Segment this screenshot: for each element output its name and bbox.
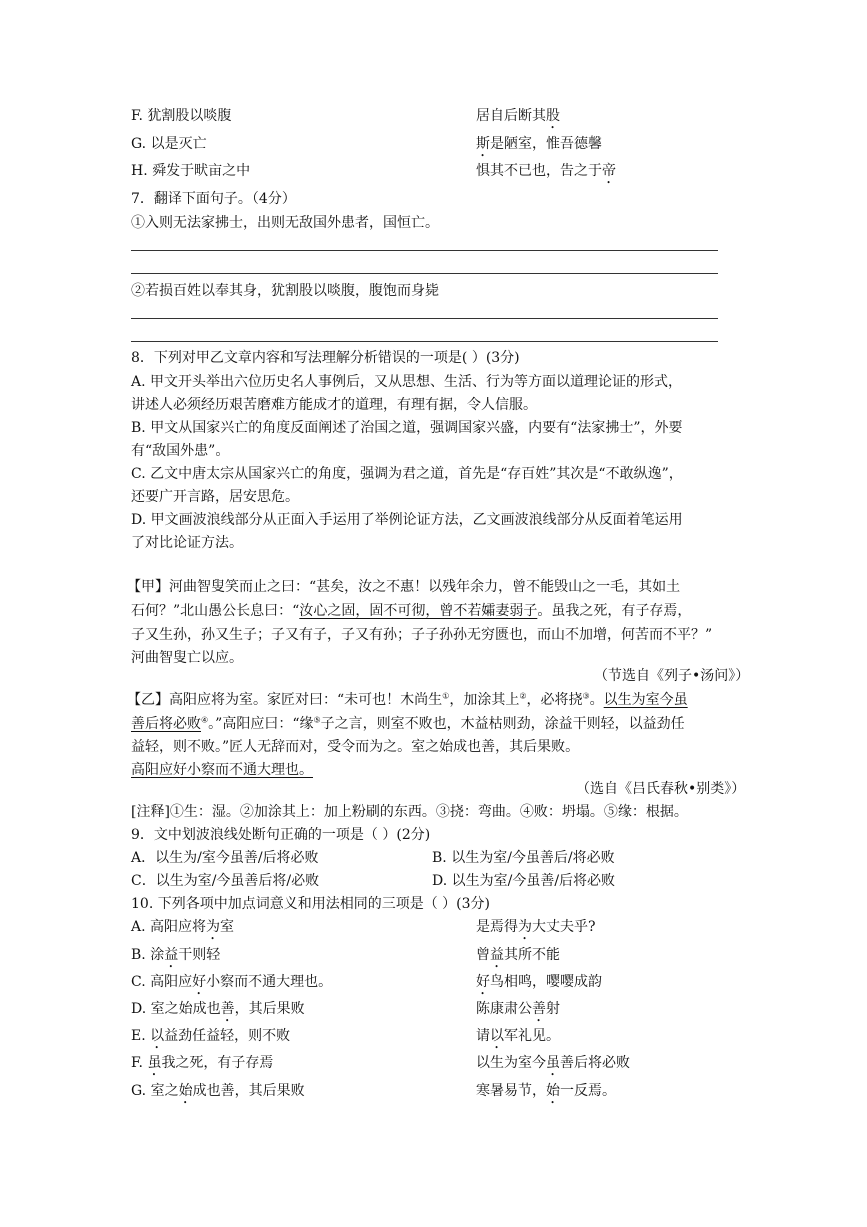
q8-line: 了对比论证方法。 bbox=[131, 535, 243, 551]
q6-row-f-right: 居自后断其股 bbox=[476, 108, 560, 124]
answer-line[interactable] bbox=[131, 273, 718, 274]
q8-line: 有“敌国外患”。 bbox=[131, 443, 230, 459]
q10-option-a-left[interactable]: A. 高阳应将为室 bbox=[131, 919, 235, 935]
answer-line[interactable] bbox=[131, 250, 718, 251]
q9-option-b[interactable]: B. 以生为室/今虽善后/将必败 bbox=[432, 850, 615, 866]
yi-line-3: 益轻，则不败。”匠人无辞而对，受令而为之。室之始成也善，其后果败。 bbox=[131, 739, 580, 755]
q8-line: 还要广开言路，居安思危。 bbox=[131, 489, 299, 505]
q8-title: 8．下列对甲乙文章内容和写法理解分析错误的一项是( ）(3分) bbox=[131, 350, 520, 366]
q6-row-h-right: 惧其不已也，告之于帝 bbox=[476, 163, 616, 179]
jia-source: （节选自《列子•汤问》） bbox=[594, 668, 750, 684]
yi-source: （选自《吕氏春秋•别类》） bbox=[576, 781, 746, 797]
q9-option-d[interactable]: D. 以生为室/今虽善/后将必败 bbox=[432, 873, 616, 889]
q10-option-d-left[interactable]: D. 室之始成也善，其后果败 bbox=[131, 1001, 305, 1017]
wavy-underline-text: 汝心之固，固不可彻，曾不若孀妻弱子 bbox=[299, 603, 538, 619]
q8-line: 讲述人必须经历艰苦磨难方能成才的道理，有理有据，令人信服。 bbox=[131, 397, 537, 413]
jia-line-2: 石何？”北山愚公长息曰：“汝心之固，固不可彻，曾不若孀妻弱子。虽我之死，有子存焉， bbox=[131, 603, 692, 619]
q10-option-e-right: 请以军礼见。 bbox=[476, 1028, 560, 1044]
q6-row-h-left: H. 舜发于畎亩之中 bbox=[131, 163, 251, 179]
jia-line-1: 【甲】河曲智叟笑而止之曰：“甚矣，汝之不惠！以残年余力，曾不能毁山之一毛，其如土 bbox=[127, 579, 681, 595]
jia-line-4: 河曲智叟亡以应。 bbox=[131, 650, 243, 666]
q10-option-e-left[interactable]: E. 以益劲任益轻，则不败 bbox=[131, 1028, 291, 1044]
q10-option-f-right: 以生为室今虽善后将必败 bbox=[476, 1055, 630, 1071]
q9-option-a[interactable]: A．以生为/室今虽善/后将必败 bbox=[131, 850, 319, 866]
yi-notes: [注释]①生：湿。②加涂其上：加上粉刷的东西。③挠：弯曲。④败：坍塌。⑤缘：根据。 bbox=[131, 804, 688, 820]
q8-line: C. 乙文中唐太宗从国家兴亡的角度，强调为君之道，首先是“存百姓”其次是“不敢纵逸”， bbox=[131, 466, 683, 482]
q7-sentence-1: ①入则无法家拂士，出则无敌国外患者，国恒亡。 bbox=[131, 215, 439, 231]
q7-title: 7．翻译下面句子。（4分） bbox=[131, 191, 296, 207]
q10-option-c-right: 好鸟相鸣，嘤嘤成韵 bbox=[476, 974, 602, 990]
jia-line-3: 子又生孙，孙又生子；子又有子，子又有孙；子子孙孙无穷匮也，而山不加增，何苦而不平？” bbox=[131, 627, 713, 643]
q8-line: A. 甲文开头举出六位历史名人事例后，又从思想、生活、行为等方面以道理论证的形式， bbox=[131, 374, 683, 390]
q6-row-g-left: G. 以是灭亡 bbox=[131, 136, 207, 152]
q9-title: 9．文中划波浪线处断句正确的一项是（ ）(2分) bbox=[131, 827, 431, 843]
answer-line[interactable] bbox=[131, 318, 718, 319]
q10-option-g-left[interactable]: G. 室之始成也善，其后果败 bbox=[131, 1083, 305, 1099]
q8-line: B. 甲文从国家兴亡的角度反面阐述了治国之道，强调国家兴盛，内要有“法家拂士”，外要 bbox=[131, 420, 683, 436]
q10-option-a-right: 是焉得为大丈夫乎? bbox=[476, 919, 596, 935]
yi-line-4: 高阳应好小察而不通大理也。 bbox=[131, 762, 313, 778]
q10-title: 10. 下列各项中加点词意义和用法相同的三项是（ ）(3分) bbox=[131, 896, 490, 912]
q10-option-f-left[interactable]: F. 虽我之死，有子存焉 bbox=[131, 1055, 274, 1071]
yi-line-2: 善后将必败④。”高阳应曰：“缘⑤子之言，则室不败也，木益枯则劲，涂益干则轻，以益劲任 bbox=[131, 715, 685, 732]
q8-line: D. 甲文画波浪线部分从正面入手运用了举例论证方法，乙文画波浪线部分从反面着笔运用 bbox=[131, 512, 683, 528]
q9-option-c[interactable]: C．以生为室/今虽善后将/必败 bbox=[131, 873, 320, 889]
q10-option-c-left[interactable]: C. 高阳应好小察而不通大理也。 bbox=[131, 974, 333, 990]
q10-option-g-right: 寒暑易节，始一反焉。 bbox=[476, 1083, 616, 1099]
q6-row-f-left: F. 犹割股以啖腹 bbox=[131, 108, 232, 124]
yi-line-1: 【乙】高阳应将为室。家匠对曰：“未可也！木尚生①，加涂其上②，必将挠③。以生为室今虽 bbox=[127, 691, 688, 708]
wavy-underline-text: 以生为室今虽 bbox=[603, 692, 688, 708]
q10-option-d-right: 陈康肃公善射 bbox=[476, 1001, 560, 1017]
answer-line[interactable] bbox=[131, 341, 718, 342]
q7-sentence-2: ②若损百姓以奉其身，犹割股以啖腹，腹饱而身毙 bbox=[131, 283, 439, 299]
wavy-underline-text: 善后将必败 bbox=[131, 716, 201, 732]
q10-option-b-right: 曾益其所不能 bbox=[476, 947, 560, 963]
q10-option-b-left[interactable]: B. 涂益干则轻 bbox=[131, 947, 221, 963]
q6-row-g-right: 斯是陋室，惟吾德馨 bbox=[476, 136, 602, 152]
